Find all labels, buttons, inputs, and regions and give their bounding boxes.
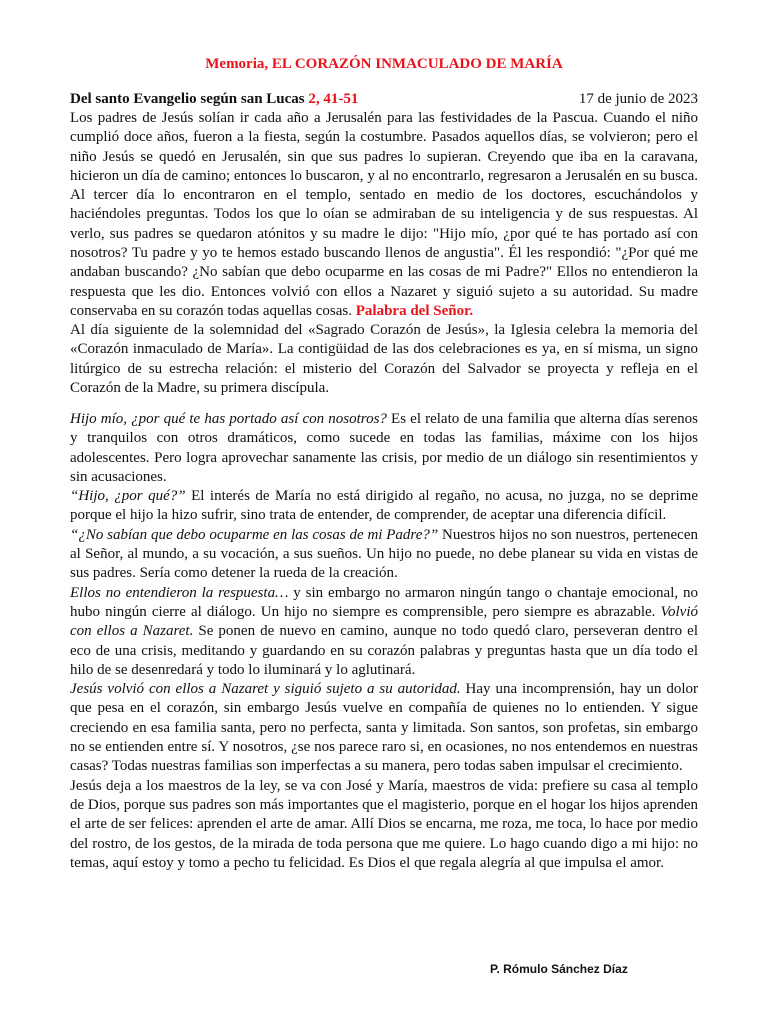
reflection-quote-4: Ellos no entendieron la respuesta… bbox=[70, 584, 289, 601]
reflection-quote-2: “Hijo, ¿por qué?” bbox=[70, 488, 186, 505]
reflection-text-1: Es el relato de una familia que alterna días serenos y tranquilos con otros dramáticos, como sucede en todas las familias, máxime con los hijos adolescentes. Pero logra aprovechar sanamente las crisis, por medio de un diálogo sin resentimientos y sin acusaciones. bbox=[70, 411, 698, 485]
reflection-text-4: y sin embargo no armaron ningún tango o chantaje emocional, no hubo ningún cierre al diálogo. Un hijo no siempre es comprensible, pero siempre es abrazable. bbox=[70, 584, 698, 620]
document-date: 17 de junio de 2023 bbox=[578, 91, 698, 107]
reflection-text-6: Jesús deja a los maestros de la ley, se va con José y María, maestros de vida: prefiere su casa al templo de Dios, porque sus padres son más importantes que el magisterio, porque en el hogar los hijos aprenden el arte de ser felices: aprenden el arte de amar. Allí Dios se encarna, me roza, me toca, lo hace por medio del rostro, de los gestos, de la mirada de toda persona que me quiere. Lo hago cuando digo a mi hijo: no temas, aquí estoy y tomo a pecho tu felicidad. Es Dios el que regala alegría al que impulsa el amor. bbox=[70, 777, 698, 871]
reflection-quote-3: “¿No sabían que debo ocuparme en las cosas de mi Padre?” bbox=[70, 526, 439, 543]
reflection-text-5: Hay una incomprensión, hay un dolor que pesa en el corazón, sin embargo Jesús vuelve en compañía de quienes no lo entienden. Y sigue creciendo en esa familia santa, pero no perfecta, santa y limitada. Son santos, son profetas, sin embargo no se entienden entre sí. Y nosotros, ¿se nos parece raro si, en ocasiones, no nos entendemos en nuestras casas? Todas nuestras familias son imperfectas a su manera, pero todas saben impulsar el crecimiento. bbox=[70, 681, 698, 775]
author-signature: P. Rómulo Sánchez Díaz bbox=[490, 962, 628, 976]
reflection-text-2: El interés de María no está dirigido al regaño, no acusa, no juzga, no se deprime porque el hijo la hizo sufrir, sino trata de entender, de comprender, de aceptar una diferencia difícil. bbox=[70, 488, 698, 524]
reflection-text-3: Nuestros hijos no son nuestros, pertenecen al Señor, al mundo, a su vocación, a sus sueños. Un hijo no puede, no debe planear su vida en vistas de sus padres. Sería como detener la rueda de la creación. bbox=[70, 526, 699, 582]
page-title: Memoria, EL CORAZÓN INMACULADO DE MARÍA bbox=[205, 56, 563, 72]
reflection-text-4b: Se ponen de nuevo en camino, aunque no todo quedó claro, perseveran dentro el eco de una crisis, meditando y guardando en su corazón palabras y preguntas hasta que un día todo el hilo de se desenredará y todo lo iluminará y lo aglutinará. bbox=[70, 623, 698, 678]
reflection-quote-4b: Volvió con ellos a Nazaret. bbox=[70, 603, 698, 640]
gospel-text-paragraph bbox=[70, 109, 698, 321]
gospel-reference: 2, 41-51 bbox=[308, 91, 359, 107]
reflection-body bbox=[70, 410, 698, 873]
gospel-text: Los padres de Jesús solían ir cada año a Jerusalén para las festividades de la Pascua. Cuando el niño cumplió doce años, fueron a la fiesta, según la costumbre. Pasados aquellos días, se volvieron; pero el niño Jesús se quedó en Jerusalén, sin que sus padres lo supieran. Creyendo que iba en la caravana, hicieron un día de camino; entonces lo buscaron, y al no encontrarlo, regresaron a Jerusalén en su busca. Al tercer día lo encontraron en el templo, sentado en medio de los doctores, escuchándolos y haciéndoles preguntas. Todos los que lo oían se admiraban de su inteligencia y de sus respuestas. Al verlo, sus padres se quedaron atónitos y su madre le dijo: "Hijo mío, ¿por qué te has portado así con nosotros? Tu padre y yo te hemos estado buscando llenos de angustia". Él les respondió: "¿Por qué me andaban buscando? ¿No sabían que debo ocuparme en las cosas de mi Padre?" Ellos no entendieron la respuesta que les dio. Entonces volvió con ellos a Nazaret y siguió sujeto a su autoridad. Su madre conservaba en su corazón todas aquellas cosas. bbox=[70, 110, 698, 319]
gospel-label: Del santo Evangelio según san Lucas bbox=[70, 91, 305, 107]
reflection-intro: Al día siguiente de la solemnidad del «Sagrado Corazón de Jesús», la Iglesia celebra la memoria del «Corazón inmaculado de María». La contigüidad de las dos celebraciones es ya, en sí misma, un signo litúrgico de su estrecha relación: el misterio del Corazón del Salvador se proyecta y refleja en el Corazón de la Madre, su primera discípula. bbox=[70, 322, 698, 396]
reflection-quote-5: Jesús volvió con ellos a Nazaret y siguió sujeto a su autoridad. bbox=[70, 681, 461, 698]
reflection-quote-1: Hijo mío, ¿por qué te has portado así con nosotros? bbox=[70, 411, 387, 427]
gospel-closing: Palabra del Señor. bbox=[355, 302, 474, 319]
gospel-header bbox=[70, 90, 698, 109]
